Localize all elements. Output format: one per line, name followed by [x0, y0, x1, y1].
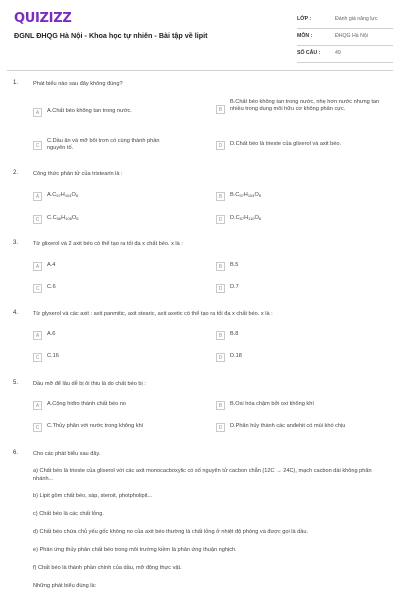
option-letter: B — [216, 401, 225, 410]
option-c[interactable] — [33, 284, 183, 293]
option-letter: B — [216, 262, 225, 271]
option-letter: D — [216, 284, 225, 293]
option-c[interactable] — [33, 215, 183, 224]
question-number: 1. — [13, 80, 19, 86]
meta-panel — [297, 14, 393, 65]
option-d[interactable] — [216, 284, 386, 293]
option-letter: B — [216, 192, 225, 201]
meta-row-count — [297, 48, 393, 63]
option-a[interactable] — [33, 108, 183, 117]
option-text: $B.C_{57}H_{104}O_6$ — [230, 192, 262, 198]
option-text: $C.C_{56}H_{108}O_6$ — [47, 215, 79, 221]
option-text: C.Thủy phân với nước trong không khí — [47, 423, 144, 429]
meta-value: Đánh giá năng lực — [335, 16, 378, 22]
option-d[interactable] — [216, 141, 386, 150]
option-letter: D — [216, 353, 225, 362]
option-b[interactable] — [216, 192, 386, 201]
option-text: D.Chất béo là trieste của glixerol và axit béo. — [230, 141, 342, 147]
page-header — [0, 0, 400, 64]
option-letter: A — [33, 192, 42, 201]
option-b[interactable] — [216, 331, 386, 340]
question-number: 2. — [13, 170, 19, 176]
option-text: C.6 — [47, 284, 56, 290]
option-c[interactable] — [33, 423, 183, 432]
option-text: $A.C_{57}H_{104}O_6$ — [47, 192, 79, 198]
meta-value: 49 — [335, 50, 341, 56]
page-title: ĐGNL ĐHQG Hà Nội - Khoa học tự nhiên - Bài tập về lipit — [14, 31, 208, 40]
question-text: Phát biểu nào sau đây không đúng? — [33, 81, 123, 87]
question-footer: Những phát biểu đúng là: — [33, 583, 97, 589]
option-letter: B — [216, 331, 225, 340]
question-text: Dầu mỡ để lâu dễ bị ôi thiu là do chất béo bị : — [33, 381, 146, 387]
option-text: B.5 — [230, 262, 239, 268]
option-letter: C — [33, 215, 42, 224]
question-text: Từ glixerol và 2 axit béo có thể tạo ra tối đa x chất béo. x là : — [33, 241, 183, 247]
option-d[interactable] — [216, 423, 386, 432]
option-text: D.18 — [230, 353, 242, 359]
option-b[interactable] — [216, 262, 386, 271]
statement-c: c) Chất béo là các chất lỏng. — [33, 511, 104, 517]
option-c[interactable] — [33, 138, 183, 151]
option-letter: B — [216, 105, 225, 114]
meta-row-subject — [297, 31, 393, 46]
option-text: D.7 — [230, 284, 239, 290]
meta-key: LỚP : — [297, 16, 312, 22]
option-letter: A — [33, 262, 42, 271]
statement-b: b) Lipit gồm chất béo, sáp, steroit, photpholipit... — [33, 493, 153, 499]
option-letter: C — [33, 141, 42, 150]
meta-key: MÔN : — [297, 33, 313, 39]
option-letter: D — [216, 215, 225, 224]
question-number: 3. — [13, 240, 19, 246]
option-letter: A — [33, 331, 42, 340]
option-c[interactable] — [33, 353, 183, 362]
quizizz-logo: QUIZIZZ — [14, 11, 72, 26]
option-d[interactable] — [216, 215, 386, 224]
question-number: 5. — [13, 380, 19, 386]
option-b[interactable] — [216, 99, 386, 114]
option-a[interactable] — [33, 192, 183, 201]
option-letter: C — [33, 423, 42, 432]
option-text: A.Cộng hiđro thành chất béo no — [47, 401, 126, 407]
option-d[interactable] — [216, 353, 386, 362]
option-a[interactable] — [33, 401, 183, 410]
option-letter: C — [33, 284, 42, 293]
question-number: 6. — [13, 450, 19, 456]
option-text: B.Oxi hóa chậm bởi oxi không khí — [230, 401, 314, 407]
option-text: D.Phân hủy thành các anđehit có mùi khó chịu — [230, 423, 346, 429]
question-text: Công thức phân tử của tristearin là : — [33, 171, 123, 177]
option-text: A.6 — [47, 331, 56, 337]
option-letter: A — [33, 108, 42, 117]
question-number: 4. — [13, 310, 19, 316]
option-text: B.8 — [230, 331, 239, 337]
meta-row-class — [297, 14, 393, 29]
option-text: C.16 — [47, 353, 59, 359]
option-text: C.Dầu ăn và mỡ bôi trơn có cùng thành phần nguyên tố. — [47, 138, 160, 151]
statement-f: f) Chất béo là thành phần chính của dầu, mỡ động thực vật. — [33, 565, 182, 571]
question-text: Cho các phát biểu sau đây. — [33, 451, 101, 457]
option-a[interactable] — [33, 331, 183, 340]
option-letter: C — [33, 353, 42, 362]
meta-value: ĐHQG Hà Nội — [335, 33, 368, 39]
question-text: Từ glyxerol và các axit : axit panmitic, axit stearic, axit axetic có thể tạo ra tối đa x chất béo. x là : — [33, 311, 273, 317]
option-text: B.Chất béo không tan trong nước, nhẹ hơn nước nhưng tan nhiều trong dung môi hữu cơ không phân cực. — [230, 99, 380, 112]
option-letter: D — [216, 141, 225, 150]
option-letter: D — [216, 423, 225, 432]
option-a[interactable] — [33, 262, 183, 271]
option-text: $D.C_{57}H_{110}O_6$ — [230, 215, 262, 221]
statement-d: d) Chất béo chứa chủ yếu gốc không no của axit béo thường là chất lỏng ở nhiệt độ phòng và được gọi là dầu. — [33, 529, 309, 535]
statement-e: e) Phản ứng thủy phân chất béo trong môi trường kiềm là phản ứng thuận nghịch. — [33, 547, 237, 553]
option-letter: A — [33, 401, 42, 410]
meta-key: SỐ CÂU : — [297, 50, 321, 56]
option-b[interactable] — [216, 401, 386, 410]
statement-a: a) Chất béo là trieste của glixerol với các axit monocacboxylic có số nguyên tử cacbon chẵn (12C → 24C), mạch cacbon dài không phân nhánh... — [33, 468, 372, 482]
header-divider — [7, 70, 393, 71]
option-text: A.4 — [47, 262, 56, 268]
option-text: A.Chất béo không tan trong nước. — [47, 108, 132, 114]
